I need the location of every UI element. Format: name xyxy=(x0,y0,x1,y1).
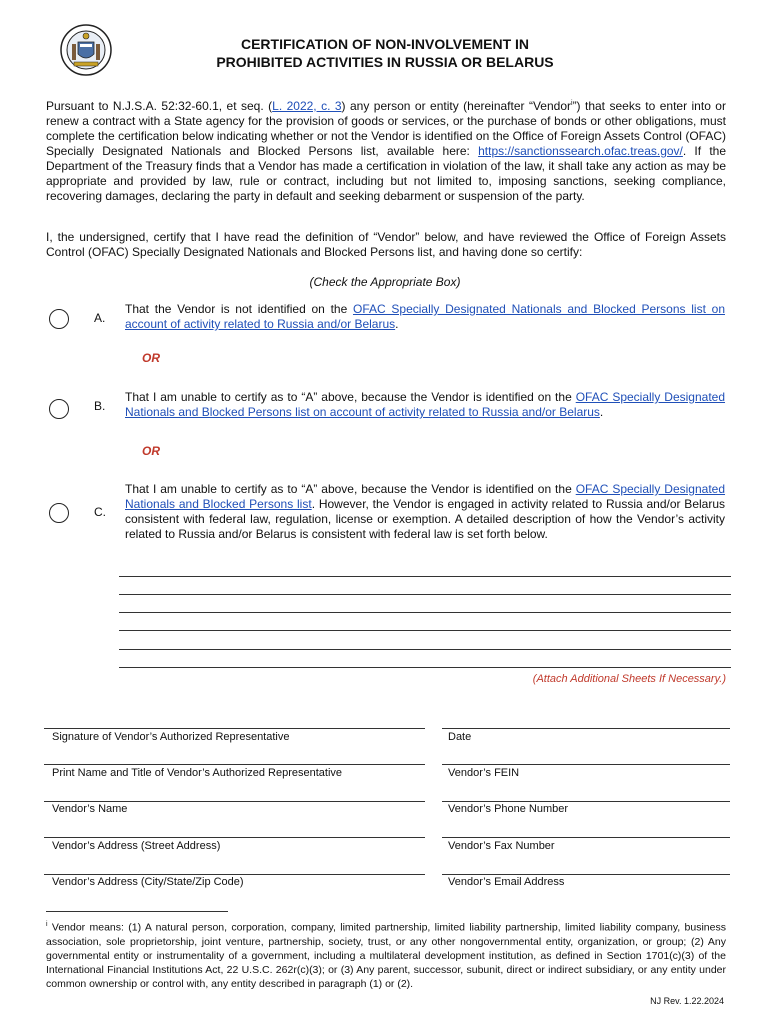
option-c-ofac-link[interactable]: OFAC Specially Designated Nationals and Blocked Persons list xyxy=(125,482,726,511)
footnote-divider xyxy=(46,911,228,912)
law-link[interactable]: L. 2022, c. 3 xyxy=(272,99,342,113)
print-name-label: Print Name and Title of Vendor’s Authorized Representative xyxy=(52,767,343,779)
phone-label: Vendor’s Phone Number xyxy=(448,803,569,815)
description-line-5[interactable] xyxy=(119,649,731,650)
title-line-1: CERTIFICATION OF NON-INVOLVEMENT IN xyxy=(240,36,530,52)
description-line-4[interactable] xyxy=(119,630,731,631)
option-b-ofac-link[interactable]: OFAC Specially Designated Nationals and Blocked Persons list on account of activity related to Russia and/or Belarus xyxy=(125,390,726,419)
phone-line[interactable] xyxy=(442,801,730,802)
footnote-text: Vendor means: (1) A natural person, corporation, company, limited partnership, limited liability partnership, limited liability company, business association, sole proprietorship, joint venture, partnership, society, trust, or any other nongovernmental entity, organization, or group; (2) Any governmental entity or instrumentality of a government, including a multilateral development institution, as defined in Section 1701(c)(3) of the International Financial Institutions Act, 22 U.S.C. 262r(c)(3); or (3) Any parent, successor, subunit, direct or indirect subsidiary, or any entity under common ownership or control with, any entity described in paragraph (1) or (2). xyxy=(46,921,726,990)
or-separator-2: OR xyxy=(142,444,160,458)
option-a-text xyxy=(125,302,725,332)
option-a-text-1: That the Vendor is not identified on the xyxy=(125,302,353,316)
fax-line[interactable] xyxy=(442,837,730,838)
option-b-text-2: . xyxy=(599,405,604,419)
fein-label: Vendor’s FEIN xyxy=(448,767,520,779)
option-c-text-1: That I am unable to certify as to “A” above, because the Vendor is identified on the xyxy=(125,482,576,496)
street-address-label: Vendor’s Address (Street Address) xyxy=(52,840,221,852)
street-address-line[interactable] xyxy=(44,837,425,838)
intro-text-3: ”) that seeks to enter into or renew a contract with a State agency for the provision of goods or services, or the purchase of bonds or other obligations, must complete the certification below indicating whether or not the Vendor is identified on the Office of Foreign Assets Control (OFAC) Specially Designated Nationals and Blocked Persons list, available here: xyxy=(46,99,726,158)
print-name-line[interactable] xyxy=(44,764,425,765)
description-line-1[interactable] xyxy=(119,576,731,577)
or-separator-1: OR xyxy=(142,351,160,365)
option-c-radio[interactable] xyxy=(49,503,69,523)
option-b-radio[interactable] xyxy=(49,399,69,419)
footnote-ref: i xyxy=(571,100,573,107)
intro-paragraph xyxy=(46,96,726,204)
description-line-2[interactable] xyxy=(119,594,731,595)
option-c-text xyxy=(125,482,725,542)
intro-text-1: Pursuant to N.J.S.A. 52:32-60.1, et seq. ( xyxy=(46,99,273,113)
form-title xyxy=(0,35,770,71)
intro-text-4: . If the Department of the Treasury finds that a Vendor has made a certification in violation of the law, it shall take any action as may be appropriate and provided by law, rule or contract, including but not limited to, imposing sanctions, seeking compliance, recovering damages, declaring the party in default and seeking debarment or suspension of the party. xyxy=(46,144,726,203)
check-box-note: (Check the Appropriate Box) xyxy=(309,275,461,289)
signature-line[interactable] xyxy=(44,728,425,729)
city-address-line[interactable] xyxy=(44,874,425,875)
revision-label: NJ Rev. 1.22.2024 xyxy=(650,996,724,1006)
option-a-text-2: . xyxy=(395,317,399,331)
email-line[interactable] xyxy=(442,874,730,875)
city-address-label: Vendor’s Address (City/State/Zip Code) xyxy=(52,876,244,888)
fein-line[interactable] xyxy=(442,764,730,765)
ofac-search-link[interactable]: https://sanctionssearch.ofac.treas.gov/ xyxy=(478,144,683,158)
email-label: Vendor’s Email Address xyxy=(448,876,565,888)
option-b-text xyxy=(125,390,725,420)
option-b-text-1: That I am unable to certify as to “A” above, because the Vendor is identified on the xyxy=(125,390,576,404)
date-line[interactable] xyxy=(442,728,730,729)
certify-paragraph: I, the undersigned, certify that I have read the definition of “Vendor” below, and have reviewed the Office of Foreign Assets Control (OFAC) Specially Designated Nationals and Blocked Persons list, and having done so certify: xyxy=(46,230,726,259)
option-c-letter: C. xyxy=(94,505,106,519)
title-line-2: PROHIBITED ACTIVITIES IN RUSSIA OR BELARUS xyxy=(216,54,554,70)
option-a-letter: A. xyxy=(94,311,106,325)
option-a-ofac-link[interactable]: OFAC Specially Designated Nationals and Blocked Persons list on account of activity related to Russia and/or Belarus xyxy=(125,302,725,331)
footnote xyxy=(46,918,726,991)
signature-label: Signature of Vendor’s Authorized Representative xyxy=(52,731,290,743)
vendor-name-line[interactable] xyxy=(44,801,425,802)
option-c-text-2: . However, the Vendor is engaged in activity related to Russia and/or Belarus consistent with federal law, regulation, license or exemption. A detailed description of how the Vendor’s activity related to Russia and/or Belarus is consistent with federal law is set forth below. xyxy=(125,497,725,541)
footnote-marker: i xyxy=(46,921,48,928)
intro-text-2: ) any person or entity (hereinafter “Vendor xyxy=(341,99,571,113)
fax-label: Vendor’s Fax Number xyxy=(448,840,555,852)
vendor-name-label: Vendor’s Name xyxy=(52,803,128,815)
description-line-3[interactable] xyxy=(119,612,731,613)
date-label: Date xyxy=(448,731,472,743)
option-a-radio[interactable] xyxy=(49,309,69,329)
description-line-6[interactable] xyxy=(119,667,731,668)
option-b-letter: B. xyxy=(94,399,106,413)
attach-note: (Attach Additional Sheets If Necessary.) xyxy=(532,673,726,685)
